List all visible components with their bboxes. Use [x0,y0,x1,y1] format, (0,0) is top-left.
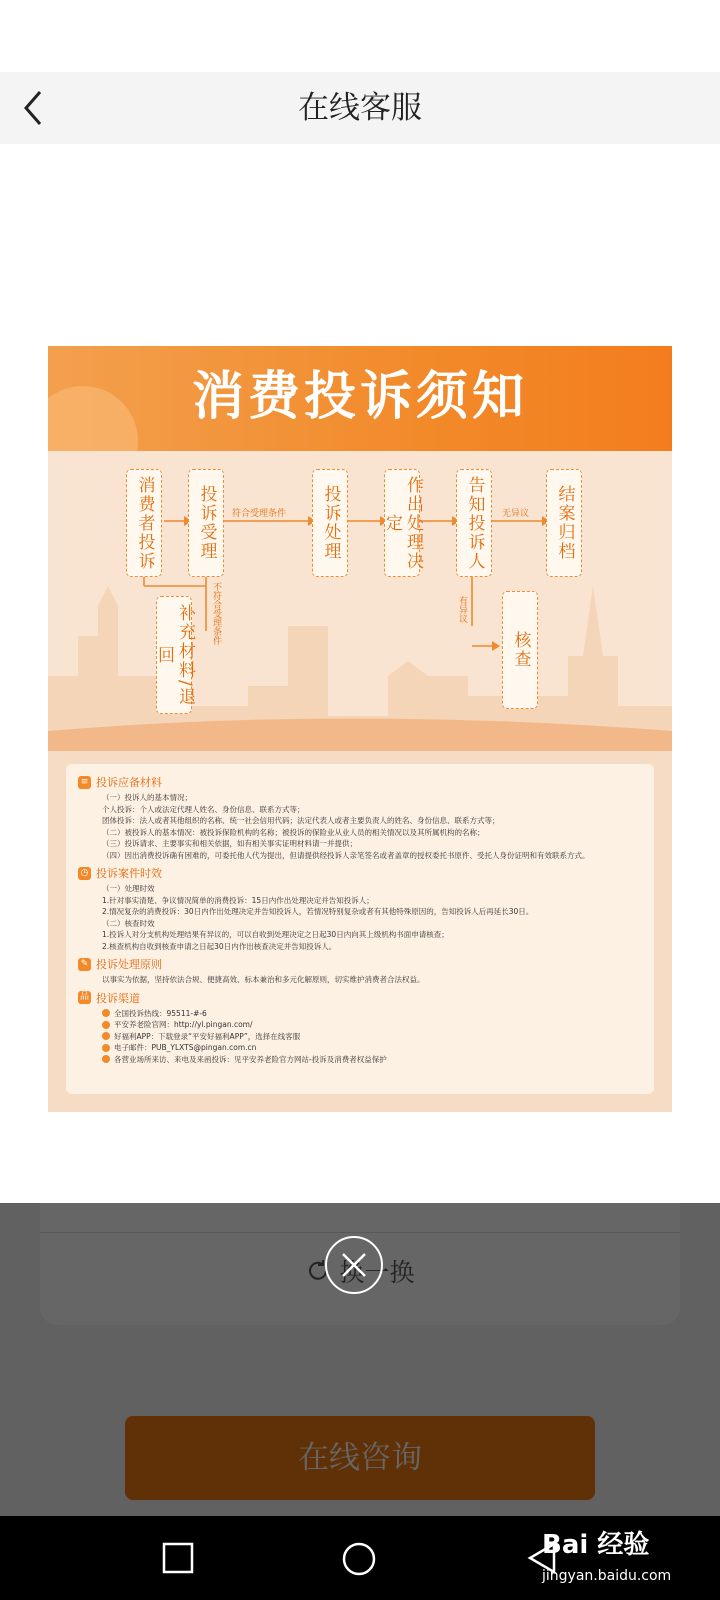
section-principle [78,956,642,986]
section-line: 2.情况复杂的消费投诉：30日内作出处理决定并告知投诉人，若情况特别复杂或者有其他特殊原因的，告知投诉人后再延长30日。 [102,907,534,916]
channel-icon: 品 [79,992,89,1002]
watermark-site: jingyan.baidu.com [542,1568,672,1584]
rules-icon: ✎ [78,958,91,971]
flow-step-decide: 作出处理决定 [384,469,420,577]
section-channels [78,990,642,1066]
section-line: 2.核查机构自收到核查申请之日起30日内作出核查决定并告知投诉人。 [102,941,337,951]
section-line: （二）核查时效 [102,918,155,928]
poster-title: 消费投诉须知 [191,367,528,427]
baidu-jingyan-watermark [520,1520,720,1598]
section-line: 团体投诉：法人或者其他组织的名称、统一社会信用代码；法定代表人或者主要负责人的姓名、身份信息、联系方式等； [102,816,500,825]
page-title: 在线客服 [298,90,422,126]
label-eligible: 符合受理条件 [232,509,287,519]
channel-item: 好福利APP：下载登录“平安好福利APP”，选择在线客服 [78,1031,642,1043]
label-no-objection: 无异议 [502,509,530,519]
flow-step-close: 结案归档 [546,469,582,577]
section-title: 投诉渠道 [96,991,140,1005]
watermark-logo: Bai 经验 [542,1530,650,1560]
recent-apps-button[interactable] [160,1540,196,1576]
circle-icon [340,1540,378,1578]
section-line: （四）因出消费投诉确有困难的，可委托他人代为提出，但请提供经投诉人亲笔签名或者盖章的授权委托书原件、受托人身份证明和有效联系方式。 [102,850,590,860]
section-line: （二）被投诉人的基本情况：被投诉保险机构的名称；被投诉的保险业从业人员的相关情况以及其所属机构的名称； [102,827,485,837]
section-title: 投诉处理原则 [96,958,162,971]
section-line: 1.投诉人对分支机构处理结果有异议的，可以自收到处理决定之日起30日内向其上级机构书面申请核查； [102,930,449,939]
flow-step-consumer-complaint: 消费者投诉 [126,469,162,577]
section-line: （一）投诉人的基本情况； [102,793,192,802]
section-title: 投诉案件时效 [96,867,162,880]
complaint-notice-poster [48,346,672,1112]
section-line: 以事实为依据，坚持依法合规、便捷高效、标本兼治和多元化解原则，切实维护消费者合法权益。 [102,975,425,984]
square-icon [160,1540,196,1576]
section-line: （三）投诉请求、主要事实和相关依据，如有相关事实证明材料请一并提供； [102,839,357,848]
label-not-eligible: 不符合受理条件 [211,582,221,645]
channel-item: 平安养老险官网：http://yl.pingan.com/ [78,1019,642,1031]
channel-item: 各营业场所来访、来电及来函投诉：见平安养老险官方网站-投诉及消费者权益保护 [78,1054,642,1066]
visit-icon [102,1055,110,1063]
flow-step-supplement: 补充材料/退回 [156,596,192,714]
app-icon [102,1032,110,1040]
section-line: 个人投诉：个人或法定代理人姓名、身份信息、联系方式等； [102,804,305,814]
section-timelimit [78,865,642,952]
section-title: 投诉应备材料 [96,776,162,789]
flow-step-review: 核查 [502,591,538,709]
section-materials [78,774,642,861]
flow-step-accept: 投诉受理 [188,469,224,577]
channel-item: 全国投诉热线：95511-#-6 [78,1008,642,1020]
home-button[interactable] [340,1540,378,1578]
channel-item: 电子邮件：PUB_YLXTS@pingan.com.cn [78,1042,642,1054]
close-icon [327,1238,381,1292]
info-panel [66,764,654,1094]
web-icon [102,1021,110,1029]
flow-step-notify: 告知投诉人 [456,469,492,577]
section-line: （一）处理时效 [102,884,155,893]
clock-icon: ◷ [78,867,91,880]
status-bar [0,0,720,72]
phone-icon [102,1009,110,1017]
close-button[interactable] [325,1236,383,1294]
mail-icon [102,1044,110,1052]
flow-step-process: 投诉处理 [312,469,348,577]
label-objection: 有异议 [457,596,467,623]
document-icon: ≡ [78,776,91,789]
section-line: 1.针对事实清楚、争议情况简单的消费投诉：15日内作出处理决定并告知投诉人； [102,895,374,905]
header [0,72,720,144]
